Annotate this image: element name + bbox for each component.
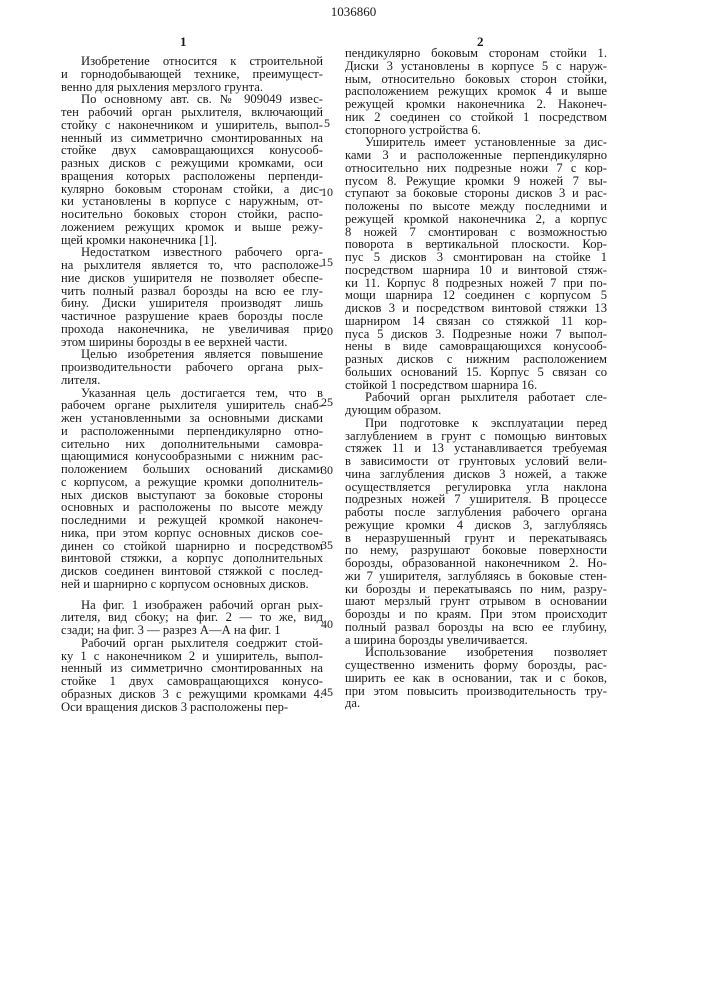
text-line: борозды, образованной наконечником 2. Но-: [345, 557, 607, 570]
text-line: разных дисков с режущими кромками, оси: [61, 157, 323, 170]
text-line: ных дисков выступают за боковые стороны: [61, 489, 323, 502]
text-line: Диски 3 установлены в корпусе 5 с наруж-: [345, 60, 607, 73]
paragraph: [345, 136, 607, 391]
text-line: положением больших оснований дисками: [61, 463, 323, 476]
text-line: а ширина борозды увеличивается.: [345, 634, 607, 647]
text-line: пусом 8. Режущие кромки 9 ножей 7 вы-: [345, 175, 607, 188]
patent-number: 1036860: [0, 4, 707, 20]
text-line: Оси вращения дисков 3 расположены пер-: [61, 701, 323, 714]
text-line: да.: [345, 697, 607, 710]
text-line: работы после заглубления рабочего органа: [345, 506, 607, 519]
text-line: прохода наконечника, не увеличивая при: [61, 323, 323, 336]
text-line: ника, при этом корпус основных дисков сое-: [61, 527, 323, 540]
line-number: 20: [317, 324, 337, 339]
text-line: Рабочий орган рыхлителя работает сле-: [345, 391, 607, 404]
text-line: положены по высоте между последними и: [345, 200, 607, 213]
text-line: лителя, вид сбоку; на фиг. 2 — то же, вид: [61, 611, 323, 624]
text-line: и горнодобывающей технике, преимущест-: [61, 68, 323, 81]
text-line: стопорного устройства 6.: [345, 124, 607, 137]
text-line: щающимися конусообразными с нижним рас-: [61, 450, 323, 463]
paragraph: [61, 637, 323, 714]
column-number-left: 1: [180, 34, 187, 50]
text-line: ширить ее как в основании, так и с боков,: [345, 672, 607, 685]
text-line: стойке 1 двух самовращающихся конусо-: [61, 675, 323, 688]
text-line: последними и режущей кромкой наконеч-: [61, 514, 323, 527]
text-line: лителя.: [61, 374, 323, 387]
line-number: 5: [317, 116, 337, 131]
text-line: тен рабочий орган рыхлителя, включающий: [61, 106, 323, 119]
text-line: мощи шарнира 12 соединен с корпусом 5: [345, 289, 607, 302]
text-line: ненный из симметрично смонтированных на: [61, 662, 323, 675]
paragraph: [345, 417, 607, 647]
text-line: пуса 5 дисков 3. Подрезные ножи 7 выпол-: [345, 328, 607, 341]
text-line: 8 ножей 7 смонтирован с возможностью: [345, 226, 607, 239]
paragraph: [61, 93, 323, 246]
column-number-right: 2: [477, 34, 484, 50]
text-line: на рыхлителя является то, что расположе-: [61, 259, 323, 272]
line-number: 15: [317, 255, 337, 270]
text-line: Изобретение относится к строительной: [61, 55, 323, 68]
text-line: ступают за боковые стороны дисков 3 и рас-: [345, 187, 607, 200]
text-line: кулярно боковым сторонам стойки, а дис-: [61, 183, 323, 196]
text-line: стяжек 11 и 13 устанавливается требуемая: [345, 442, 607, 455]
text-line: ку 1 с наконечником 2 и уширитель, выпол-: [61, 650, 323, 663]
text-line: образных дисков 3 с режущими кромками 4.: [61, 688, 323, 701]
text-line: основных и расположены по высоте между: [61, 501, 323, 514]
text-line: производительности рабочего органа рых-: [61, 361, 323, 374]
text-line: посредством шарнира 10 и винтовой стяж-: [345, 264, 607, 277]
text-line: по нему, разрушают боковые поверхности: [345, 544, 607, 557]
text-line: относительно них подрезные ножи 7 с кор-: [345, 162, 607, 175]
text-line: при этом повысить производительность тру-: [345, 685, 607, 698]
text-line: и расположенными перпендикулярно отно-: [61, 425, 323, 438]
text-line: сзади; на фиг. 3 — разрез А—А на фиг. 1: [61, 624, 323, 637]
paragraph: [61, 55, 323, 93]
paragraph: [61, 387, 323, 591]
text-line: больших оснований 15. Корпус 5 связан со: [345, 366, 607, 379]
text-line: рабочем органе рыхлителя уширитель снаб-: [61, 399, 323, 412]
text-line: динен со стойкой шарнирно и посредством: [61, 540, 323, 553]
text-line: ние дисков уширителя не позволяет обеспе-: [61, 272, 323, 285]
text-line: ки 11. Корпус 8 подрезных ножей 7 при по-: [345, 277, 607, 290]
line-number: 45: [317, 685, 337, 700]
text-line: винтовой стяжки, а корпус дополнительных: [61, 552, 323, 565]
text-line: ненный из симметрично смонтированных на: [61, 132, 323, 145]
text-line: дисков соединен винтовой стяжкой с послед-: [61, 565, 323, 578]
text-line: шают мерзлый грунт отрывом в основании: [345, 595, 607, 608]
text-line: частичное разрушение краев борозды после: [61, 310, 323, 323]
text-line: поворота в вертикальной плоскости. Кор-: [345, 238, 607, 251]
text-line: Рабочий орган рыхлителя соедржит стой-: [61, 637, 323, 650]
text-line: При подготовке к эксплуатации перед: [345, 417, 607, 430]
text-line: стойкой 1 посредством шарнира 16.: [345, 379, 607, 392]
text-line: стойку с наконечником и уширитель, выпол-: [61, 119, 323, 132]
line-number: 10: [317, 185, 337, 200]
text-line: Использование изобретения позволяет: [345, 646, 607, 659]
text-line: По основному авт. св. № 909049 извес-: [61, 93, 323, 106]
text-line: На фиг. 1 изображен рабочий орган рых-: [61, 599, 323, 612]
text-line: стойке двух самовращающихся конусооб-: [61, 144, 323, 157]
text-line: Недостатком известного рабочего орга-: [61, 246, 323, 259]
text-line: в неразрушенный грунт и перекатываясь: [345, 532, 607, 545]
text-line: Указанная цель достигается тем, что в: [61, 387, 323, 400]
paragraph: [61, 348, 323, 386]
text-line: этом ширины борозды в ее верхней части.: [61, 336, 323, 349]
left-text-column: [61, 55, 323, 713]
line-number: 25: [317, 395, 337, 410]
text-line: сительно них дополнительными самовра-: [61, 438, 323, 451]
paragraph: [345, 391, 607, 417]
text-line: разных дисков с нижним расположением: [345, 353, 607, 366]
text-line: ки установлены в корпусе с наружным, от-: [61, 195, 323, 208]
text-line: пендикулярно боковым сторонам стойки 1.: [345, 47, 607, 60]
text-line: чина заглубления дисков 3 ножей, а также: [345, 468, 607, 481]
text-line: щей кромки наконечника [1].: [61, 234, 323, 247]
text-line: полный развал борозды на всю ее глубину,: [345, 621, 607, 634]
text-line: венно для рыхления мерзлого грунта.: [61, 81, 323, 94]
text-line: вращения которых расположены перпенди-: [61, 170, 323, 183]
text-line: заглублением в грунт с помощью винтовых: [345, 430, 607, 443]
text-line: существенно изменить форму борозды, рас-: [345, 659, 607, 672]
text-line: Уширитель имеет установленные за дис-: [345, 136, 607, 149]
text-line: жен установленными за основными дисками: [61, 412, 323, 425]
line-number: 35: [317, 538, 337, 553]
paragraph: [61, 599, 323, 637]
paragraph: [61, 246, 323, 348]
text-line: ным, относительно боковых сторон стойки,: [345, 73, 607, 86]
text-line: в зависимости от грунтовых условий вели-: [345, 455, 607, 468]
text-line: Целью изобретения является повышение: [61, 348, 323, 361]
text-line: режущие кромки 4 дисков 3, заглубляясь: [345, 519, 607, 532]
paragraph: [345, 47, 607, 136]
text-line: жи 7 уширителя, заглубляясь в боковые стен-: [345, 570, 607, 583]
text-line: шарниром 14 связан со стяжкой 11 кор-: [345, 315, 607, 328]
text-line: дисков 3 и посредством винтовой стяжки 13: [345, 302, 607, 315]
text-line: бину. Диски уширителя производят лишь: [61, 297, 323, 310]
text-line: режущей кромки наконечника 2. Наконеч-: [345, 98, 607, 111]
right-text-column: [345, 47, 607, 710]
text-line: осуществляется регулировка угла наклона: [345, 481, 607, 494]
line-number: 40: [317, 617, 337, 632]
paragraph: [345, 646, 607, 710]
text-line: режущей кромкой наконечника 2, а корпус: [345, 213, 607, 226]
text-line: дующим образом.: [345, 404, 607, 417]
text-line: с корпусом, а режущие кромки дополнитель-: [61, 476, 323, 489]
text-line: расположением режущих кромок 4 и выше: [345, 85, 607, 98]
text-line: ней и шарнирно с корпусом основных дисков.: [61, 578, 323, 591]
text-line: ки борозды и перекатываясь по ним, разру-: [345, 583, 607, 596]
text-line: борозды и по краям. При этом происходит: [345, 608, 607, 621]
text-line: подрезных ножей 7 уширителя. В процессе: [345, 493, 607, 506]
text-line: ник 2 соединен со стойкой 1 посредством: [345, 111, 607, 124]
text-line: чить полный развал борозды на всю ее глу-: [61, 285, 323, 298]
text-line: ложением режущих кромок и выше режу-: [61, 221, 323, 234]
text-line: ками 3 и расположенные перпендикулярно: [345, 149, 607, 162]
text-line: нены в виде самовращающихся конусооб-: [345, 340, 607, 353]
text-line: пус 5 дисков 3 смонтирован на стойке 1: [345, 251, 607, 264]
line-number: 30: [317, 463, 337, 478]
text-line: носительно боковых сторон стойки, распо-: [61, 208, 323, 221]
